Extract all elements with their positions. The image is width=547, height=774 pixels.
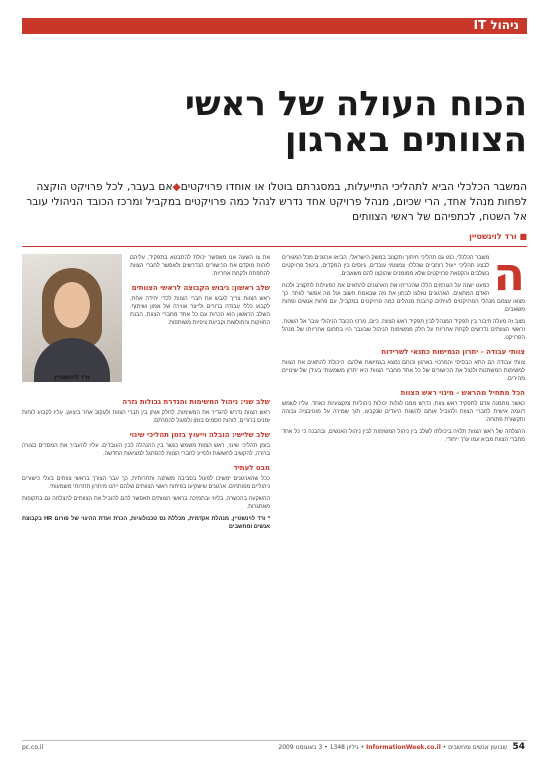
paragraph-9: בזמן תהליכי שינוי, ראש הצוות משמש כגשר בין ההנהלה לבין העובדים. עליו להעביר את המסרים בצורה ברורה, להקשיב לחששות ולסייע לחברי הצוות להסתגל למציאות החדשה. [22, 443, 270, 457]
article-column-right [282, 247, 525, 448]
subheading-stage-3: שלב שלישי: הובלה וייעוץ בזמן תהליכי שינוי [129, 431, 270, 439]
section-label: ניהול IT [473, 18, 519, 32]
diamond-icon: ◆ [172, 181, 181, 193]
paragraph-4: צוותי עבודה הם התא הבסיסי והמרכזי בארגון וכוחם נמצא בגמישות שלהם. היכולת להתאים את הצוות למשימות המשתנות ולנצל את הכישורים של כל אחד מחברי הצוות היא יתרון משמעותי בעידן של שינויים מהירים. [282, 360, 525, 382]
article-column-left [22, 392, 270, 535]
photo-face [54, 282, 90, 328]
page-number: 54 [512, 742, 525, 752]
photo-caption: ורד לוינשטיין [54, 374, 90, 381]
paragraph-3: מצב זה מעלה חיבור בין תפקיד המנהל לבין תפקיד ראש הצוות. כיום, מרכז הכובד הניהולי עובר אל השטח, וראשי הצוותים נדרשים לקחת אחריות על חלק ממשימות הניהול שבעבר היו בתחום אחריותו של מנהל הפרויקט. [282, 319, 525, 341]
footer-divider [22, 740, 527, 741]
paragraph-2: כמעט ישנה על הגורמים הללו שהכריחו את הארגונים להתאים את הפעילות לתקציב ולכוח האדם המתאים. הארגונים נאלצו לבחון את מה שבאמת חשוב ועל מה אפשר לוותר. כך מצאו עצמם מנהלי הפרויקטים לעיתים קרובות מנהלים כמה פרויקטים במקביל, עם פחות אנשים ופחות משאבים. [282, 283, 525, 313]
subheading-teams: צוותי עבודה - יתרון הגמישות כתנאי לשרידות [381, 348, 525, 356]
footer-info: שבועון אנשים ומחשבים • InformationWeek.co.il • גיליון 1348 • 3 באוגוסט 2009 [278, 744, 507, 751]
deck-part-1: המשבר הכלכלי הביא לתהליכי התייעלות, במסגרתם בוטלו או אוחדו פרויקטים [180, 181, 527, 193]
subheading-team-lead: הכל מתחיל מהראש - מינוי ראש הצוות [400, 389, 525, 397]
paragraph-8: ראש הצוות נדרש להגדיר את המשימות, לחלק אותן בין חברי הצוות ולעקוב אחר ביצוען. עליו לקבוע לוחות זמנים ברורים, לזהות חסמים בזמן ולפעול להסרתם. [22, 410, 270, 424]
subheading-stage-2: שלב שני: ניהול המשימות והגדרת גבולות גזרה [122, 398, 270, 406]
byline-author: ורד לוינשטיין [469, 232, 517, 241]
paragraph-11: ההשקעה בהכשרה, בליווי ובתמיכה בראשי הצוותים תאפשר להם להוביל את הצוותים להצלחה גם בתקופות מאתגרות. [22, 496, 270, 510]
footer-site[interactable]: InformationWeek.co.il [366, 744, 441, 751]
byline-divider [22, 246, 527, 247]
byline: ■ ורד לוינשטיין [469, 232, 527, 241]
subheading-stage-1: שלב ראשון: גיבוש הקבוצה לראשי הצוותים [131, 284, 270, 292]
subheading-future: מבט לעתיד [233, 464, 270, 472]
headline-line-2: הצוותים בארגון [284, 120, 527, 160]
drop-cap: ה [493, 247, 525, 301]
paragraph-6: ההצלחה של ראש הצוות תלויה ביכולתו לשלב בין ניהול המשימות לבין ניהול האנשים, ובהבנה כי כל אחד מחברי הצוות מביא עמו ערך ייחודי. [282, 429, 525, 443]
paragraph-intro: משבר הכלכלי, כמו גם תהליכי חיתוך ותקצוב במשק הישראלי, הביאו ארגונים מכל המגזרים לבצע תהליכי ייעול רוחביים שכללו: צמצומי עובדים, גיוסים בין המקדים, ביטול פרויקטים בשלבים והקפאת פרויקטים שלא ממומנים שהוקצו להם משאבים. [282, 255, 490, 277]
author-photo [22, 254, 122, 382]
article-deck [17, 180, 527, 225]
section-header-bar [22, 18, 527, 34]
paragraph-7: ראש הצוות צריך לגבש את חברי הצוות לכדי יחידה אחת, לקבוע כללי עבודה ברורים ולייצר אווירה של אמון ושיתוף. השלב הראשון הוא הכרות עם כל אחד מחברי הצוות, הבנת החוזקות והחולשות וקביעת ציפיות משותפות. [130, 296, 270, 326]
deck-part-2: אם בעבר, לכל פרויקט הוקצה לפחות מנהל אחד, הרי שכיום, מנהל פרויקט אחד נדרש לנהל כמה פרויקטים במקביל ומרכז הכובד הניהולי עובר אל השטח, לכתפיהם של ראשי הצוותים [26, 181, 527, 223]
footer-publication: שבועון אנשים ומחשבים [448, 744, 507, 751]
footer-site-secondary[interactable]: pc.co.il [22, 744, 44, 751]
paragraph-5: כאשר מתמנה אדם לתפקיד ראש צוות, נדרש ממנו לגלות יכולות ניהוליות ומקצועיות כאחד. עליו לשמש דוגמה אישית לחברי הצוות ולהוביל אותם להשגת היעדים שנקבעו, תוך שמירה על מוטיבציה גבוהה ותקשורת פתוחה. [282, 401, 525, 423]
author-note: * ורד לוינשטיין, מנהלת אקדמית, מכללת נס טכנולוגיות, הכרת ועדת ההיגוי של פורום HR בקבוצת אנשים ומחשבים [22, 516, 270, 530]
article-headline [22, 86, 527, 158]
footer-issue: גיליון 1348 • 3 באוגוסט 2009 [278, 744, 359, 751]
paragraph-10: ככל שהארגונים ימשיכו לפעול בסביבה משתנה ותחרותית, כך יגבר הצורך בראשי צוותים בעלי כישורים ניהוליים מפותחים. ארגונים שישקיעו בפיתוח ראשי הצוותים שלהם ייהנו מיתרון תחרותי משמעותי. [22, 476, 270, 490]
paragraph-left-intro: את צו השעה אנו מאפשר יכולת להתבטא בתפקיד, עליהם לזהות מוקדם את הכישורים הנדרשים ולאפשר לחברי הצוות להתפתח ולקחת אחריות. [130, 255, 270, 277]
article-column-left-top [130, 254, 270, 331]
headline-line-1: הכוח העולה של ראשי [184, 84, 527, 124]
